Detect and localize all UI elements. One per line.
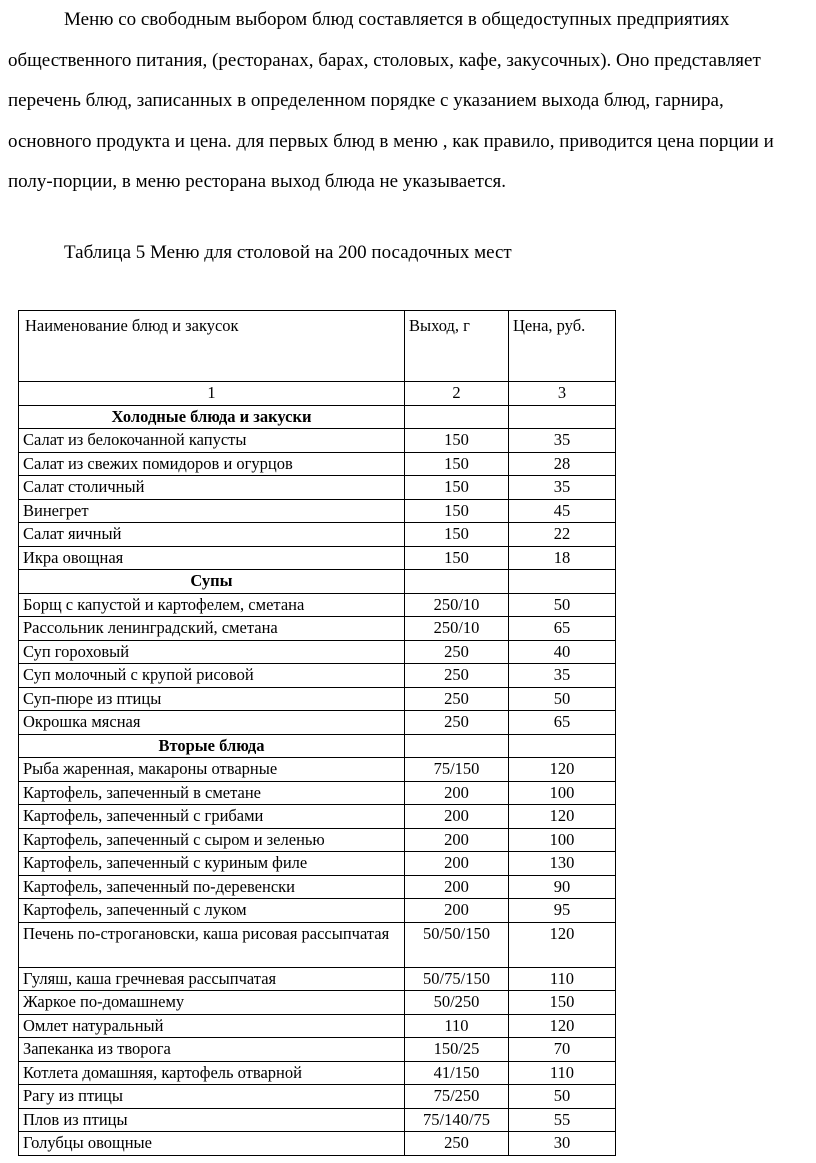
menu-table-body (19, 311, 616, 1156)
weight-cell: 250/10 (405, 617, 509, 641)
table-row (19, 1132, 616, 1156)
price-cell: 150 (509, 991, 616, 1015)
weight-cell: 250 (405, 640, 509, 664)
dish-name-cell: Рассольник ленинградский, сметана (19, 617, 405, 641)
empty-cell (509, 405, 616, 429)
table-row (19, 875, 616, 899)
table-row (19, 1085, 616, 1109)
weight-cell: 110 (405, 1014, 509, 1038)
weight-cell: 50/75/150 (405, 967, 509, 991)
price-cell: 40 (509, 640, 616, 664)
price-cell: 120 (509, 805, 616, 829)
table-row (19, 476, 616, 500)
price-cell: 130 (509, 852, 616, 876)
column-number-row (19, 382, 616, 406)
dish-name-cell: Котлета домашняя, картофель отварной (19, 1061, 405, 1085)
dish-name-cell: Картофель, запеченный с грибами (19, 805, 405, 829)
empty-cell (405, 570, 509, 594)
price-cell: 100 (509, 781, 616, 805)
dish-name-cell: Икра овощная (19, 546, 405, 570)
price-cell: 50 (509, 593, 616, 617)
weight-cell: 75/150 (405, 758, 509, 782)
price-cell: 65 (509, 617, 616, 641)
table-row (19, 758, 616, 782)
column-number: 2 (405, 382, 509, 406)
dish-name-cell: Картофель, запеченный с куриным филе (19, 852, 405, 876)
table-row (19, 1108, 616, 1132)
table-row (19, 991, 616, 1015)
menu-table (18, 310, 616, 1156)
section-row (19, 405, 616, 429)
empty-cell (509, 734, 616, 758)
price-cell: 22 (509, 523, 616, 547)
table-row (19, 687, 616, 711)
table-row (19, 429, 616, 453)
table-row (19, 922, 616, 967)
price-cell: 90 (509, 875, 616, 899)
weight-cell: 150 (405, 476, 509, 500)
weight-cell: 250 (405, 1132, 509, 1156)
price-cell: 35 (509, 664, 616, 688)
header-price: Цена, руб. (509, 311, 616, 382)
price-cell: 35 (509, 476, 616, 500)
price-cell: 110 (509, 1061, 616, 1085)
header-dish-name: Наименование блюд и закусок (19, 311, 405, 382)
price-cell: 110 (509, 967, 616, 991)
price-cell: 95 (509, 899, 616, 923)
price-cell: 65 (509, 711, 616, 735)
table-row (19, 899, 616, 923)
table-row (19, 852, 616, 876)
dish-name-cell: Суп-пюре из птицы (19, 687, 405, 711)
table-row (19, 1014, 616, 1038)
price-cell: 55 (509, 1108, 616, 1132)
price-cell: 70 (509, 1038, 616, 1062)
intro-text: Меню со свободным выбором блюд составляется в общедоступных предприятиях общественного питания, (ресторанах, барах, столовых, кафе, закусочных). Оно представляет перечень блюд, записанных в определенном порядке с указанием выхода блюд, гарнира, основного продукта и цена. для первых блюд в меню , как правило, приводится цена порции и полу-порции, в меню ресторана выход блюда не указывается. (8, 9, 774, 193)
weight-cell: 150 (405, 499, 509, 523)
weight-cell: 200 (405, 899, 509, 923)
dish-name-cell: Печень по-строгановски, каша рисовая рассыпчатая (19, 922, 405, 967)
section-title: Супы (19, 570, 405, 594)
table-row (19, 781, 616, 805)
weight-cell: 200 (405, 805, 509, 829)
table-row (19, 617, 616, 641)
weight-cell: 250 (405, 711, 509, 735)
weight-cell: 200 (405, 875, 509, 899)
table-caption: Таблица 5 Меню для столовой на 200 посадочных мест (64, 242, 512, 263)
weight-cell: 200 (405, 781, 509, 805)
price-cell: 120 (509, 1014, 616, 1038)
table-row (19, 640, 616, 664)
weight-cell: 75/250 (405, 1085, 509, 1109)
price-cell: 50 (509, 1085, 616, 1109)
header-weight: Выход, г (405, 311, 509, 382)
weight-cell: 50/250 (405, 991, 509, 1015)
price-cell: 120 (509, 758, 616, 782)
empty-cell (405, 734, 509, 758)
weight-cell: 150 (405, 429, 509, 453)
weight-cell: 75/140/75 (405, 1108, 509, 1132)
price-cell: 28 (509, 452, 616, 476)
section-row (19, 570, 616, 594)
price-cell: 18 (509, 546, 616, 570)
table-row (19, 711, 616, 735)
weight-cell: 250/10 (405, 593, 509, 617)
dish-name-cell: Запеканка из творога (19, 1038, 405, 1062)
column-number: 3 (509, 382, 616, 406)
price-cell: 100 (509, 828, 616, 852)
column-number: 1 (19, 382, 405, 406)
table-row (19, 499, 616, 523)
dish-name-cell: Борщ с капустой и картофелем, сметана (19, 593, 405, 617)
weight-cell: 200 (405, 852, 509, 876)
weight-cell: 200 (405, 828, 509, 852)
table-header-row (19, 311, 616, 382)
dish-name-cell: Окрошка мясная (19, 711, 405, 735)
dish-name-cell: Рыба жаренная, макароны отварные (19, 758, 405, 782)
table-row (19, 523, 616, 547)
empty-cell (405, 405, 509, 429)
section-row (19, 734, 616, 758)
dish-name-cell: Салат яичный (19, 523, 405, 547)
table-row (19, 967, 616, 991)
price-cell: 35 (509, 429, 616, 453)
section-title: Холодные блюда и закуски (19, 405, 405, 429)
dish-name-cell: Рагу из птицы (19, 1085, 405, 1109)
price-cell: 45 (509, 499, 616, 523)
dish-name-cell: Омлет натуральный (19, 1014, 405, 1038)
weight-cell: 50/50/150 (405, 922, 509, 967)
weight-cell: 150 (405, 452, 509, 476)
table-row (19, 546, 616, 570)
dish-name-cell: Жаркое по-домашнему (19, 991, 405, 1015)
weight-cell: 250 (405, 664, 509, 688)
dish-name-cell: Винегрет (19, 499, 405, 523)
dish-name-cell: Салат из белокочанной капусты (19, 429, 405, 453)
dish-name-cell: Картофель, запеченный с луком (19, 899, 405, 923)
table-row (19, 828, 616, 852)
table-row (19, 593, 616, 617)
weight-cell: 250 (405, 687, 509, 711)
dish-name-cell: Плов из птицы (19, 1108, 405, 1132)
weight-cell: 150 (405, 523, 509, 547)
dish-name-cell: Картофель, запеченный с сыром и зеленью (19, 828, 405, 852)
section-title: Вторые блюда (19, 734, 405, 758)
dish-name-cell: Суп молочный с крупой рисовой (19, 664, 405, 688)
intro-paragraph (8, 0, 798, 203)
dish-name-cell: Салат из свежих помидоров и огурцов (19, 452, 405, 476)
weight-cell: 150 (405, 546, 509, 570)
table-row (19, 805, 616, 829)
empty-cell (509, 570, 616, 594)
table-row (19, 664, 616, 688)
dish-name-cell: Суп гороховый (19, 640, 405, 664)
dish-name-cell: Салат столичный (19, 476, 405, 500)
dish-name-cell: Гуляш, каша гречневая рассыпчатая (19, 967, 405, 991)
weight-cell: 41/150 (405, 1061, 509, 1085)
dish-name-cell: Картофель, запеченный в сметане (19, 781, 405, 805)
table-row (19, 1038, 616, 1062)
dish-name-cell: Картофель, запеченный по-деревенски (19, 875, 405, 899)
weight-cell: 150/25 (405, 1038, 509, 1062)
table-row (19, 452, 616, 476)
price-cell: 120 (509, 922, 616, 967)
table-row (19, 1061, 616, 1085)
price-cell: 50 (509, 687, 616, 711)
price-cell: 30 (509, 1132, 616, 1156)
dish-name-cell: Голубцы овощные (19, 1132, 405, 1156)
